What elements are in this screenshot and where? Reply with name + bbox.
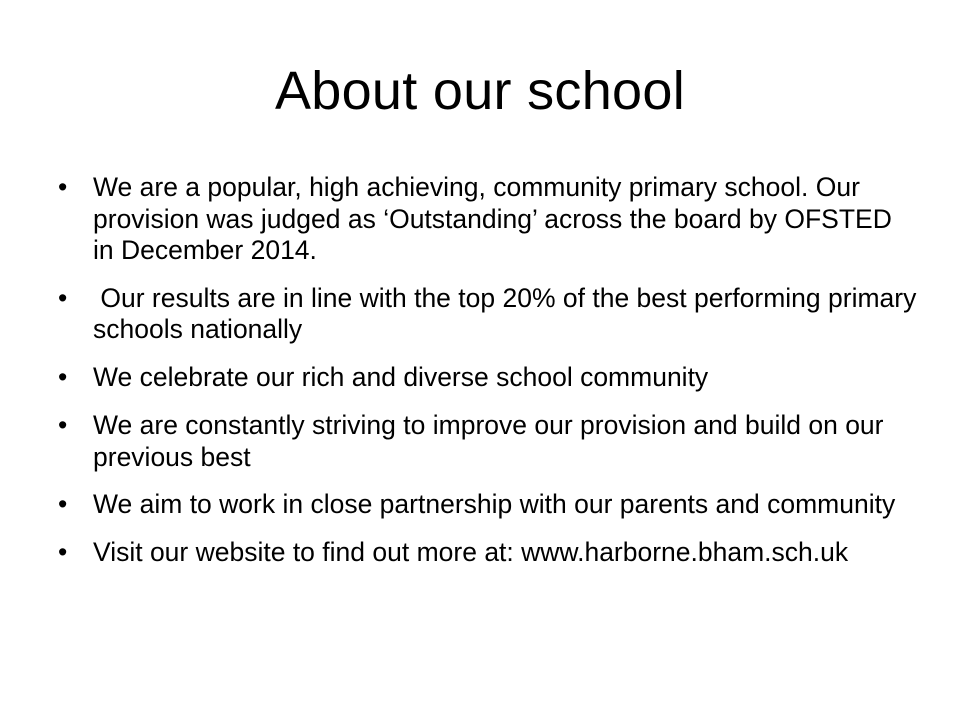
slide-title: About our school xyxy=(274,61,686,121)
bullet-item-improvement xyxy=(58,410,918,473)
bullet-text: We are a popular, high achieving, community primary school. Our provision was judged as ‘Outstanding’ across the board by OFSTED in December 2014. xyxy=(93,172,892,265)
bullet-item-community xyxy=(58,362,918,394)
bullet-text: We aim to work in close partnership with our parents and community xyxy=(93,489,896,519)
bullet-icon: • xyxy=(58,536,68,567)
bullet-text: Our results are in line with the top 20% of the best performing primary schools nationally xyxy=(93,282,924,344)
bullet-text: Visit our website to find out more at: www.harborne.bham.sch.uk xyxy=(93,536,849,567)
bullet-text: We are constantly striving to improve our provision and build on our previous best xyxy=(93,410,884,472)
bullet-item-results xyxy=(58,282,924,346)
bullet-icon: • xyxy=(58,489,68,519)
bullet-icon: • xyxy=(58,282,68,313)
bullet-item-popular-school xyxy=(58,172,918,267)
bullet-icon: • xyxy=(58,410,68,440)
bullet-item-website xyxy=(58,537,918,569)
bullet-item-partnership xyxy=(58,489,918,521)
bullet-icon: • xyxy=(58,172,68,202)
bullet-text: We celebrate our rich and diverse school community xyxy=(93,361,709,392)
bullet-icon: • xyxy=(58,361,68,392)
bullet-list xyxy=(58,172,924,584)
